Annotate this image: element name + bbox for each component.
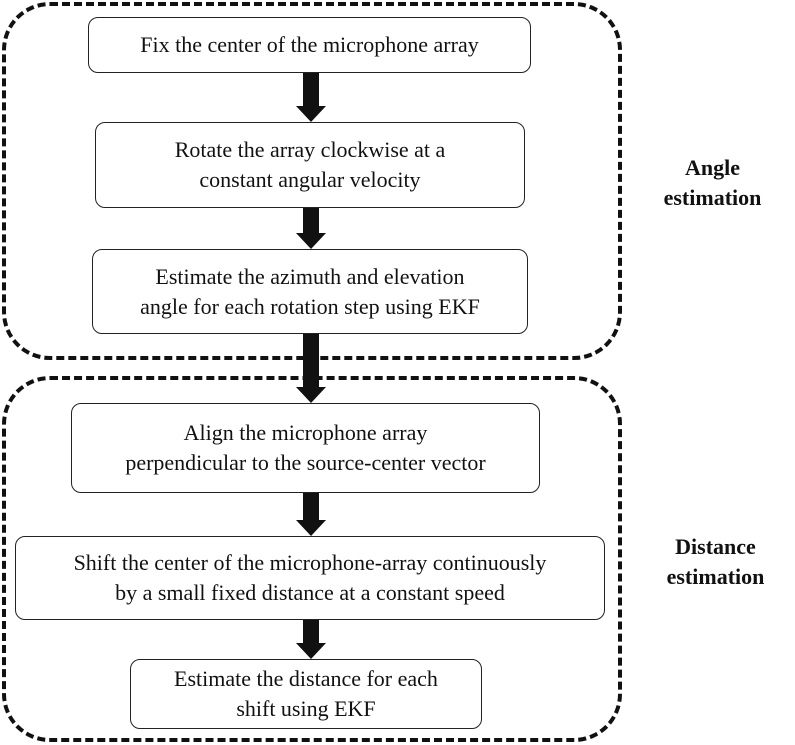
- step-estimate-angles-text: Estimate the azimuth and elevation angle for each rotation step using EKF: [140, 263, 480, 319]
- step-estimate-distance: [130, 659, 482, 729]
- step-shift-center-text: Shift the center of the microphone-array continuously by a small fixed distance at a constant speed: [73, 550, 547, 605]
- step-rotate-array: [95, 122, 525, 208]
- arrow-5: [296, 620, 326, 659]
- step-fix-center: [88, 17, 531, 73]
- step-estimate-angles: [92, 249, 528, 334]
- arrow-4: [296, 493, 326, 536]
- step-align-array: [71, 403, 540, 493]
- arrow-1: [296, 73, 326, 122]
- distance-estimation-label: Distance estimation: [666, 534, 765, 589]
- step-shift-center: [15, 536, 605, 620]
- arrow-2: [296, 208, 326, 249]
- step-align-array-text: Align the microphone array perpendicular to the source-center vector: [125, 420, 486, 475]
- angle-estimation-label: Angle estimation: [663, 155, 762, 210]
- arrow-3: [296, 334, 326, 403]
- step-estimate-distance-text: Estimate the distance for each shift using EKF: [174, 666, 438, 721]
- step-fix-center-text: Fix the center of the microphone array: [140, 32, 479, 57]
- step-rotate-array-text: Rotate the array clockwise at a constant angular velocity: [174, 137, 446, 192]
